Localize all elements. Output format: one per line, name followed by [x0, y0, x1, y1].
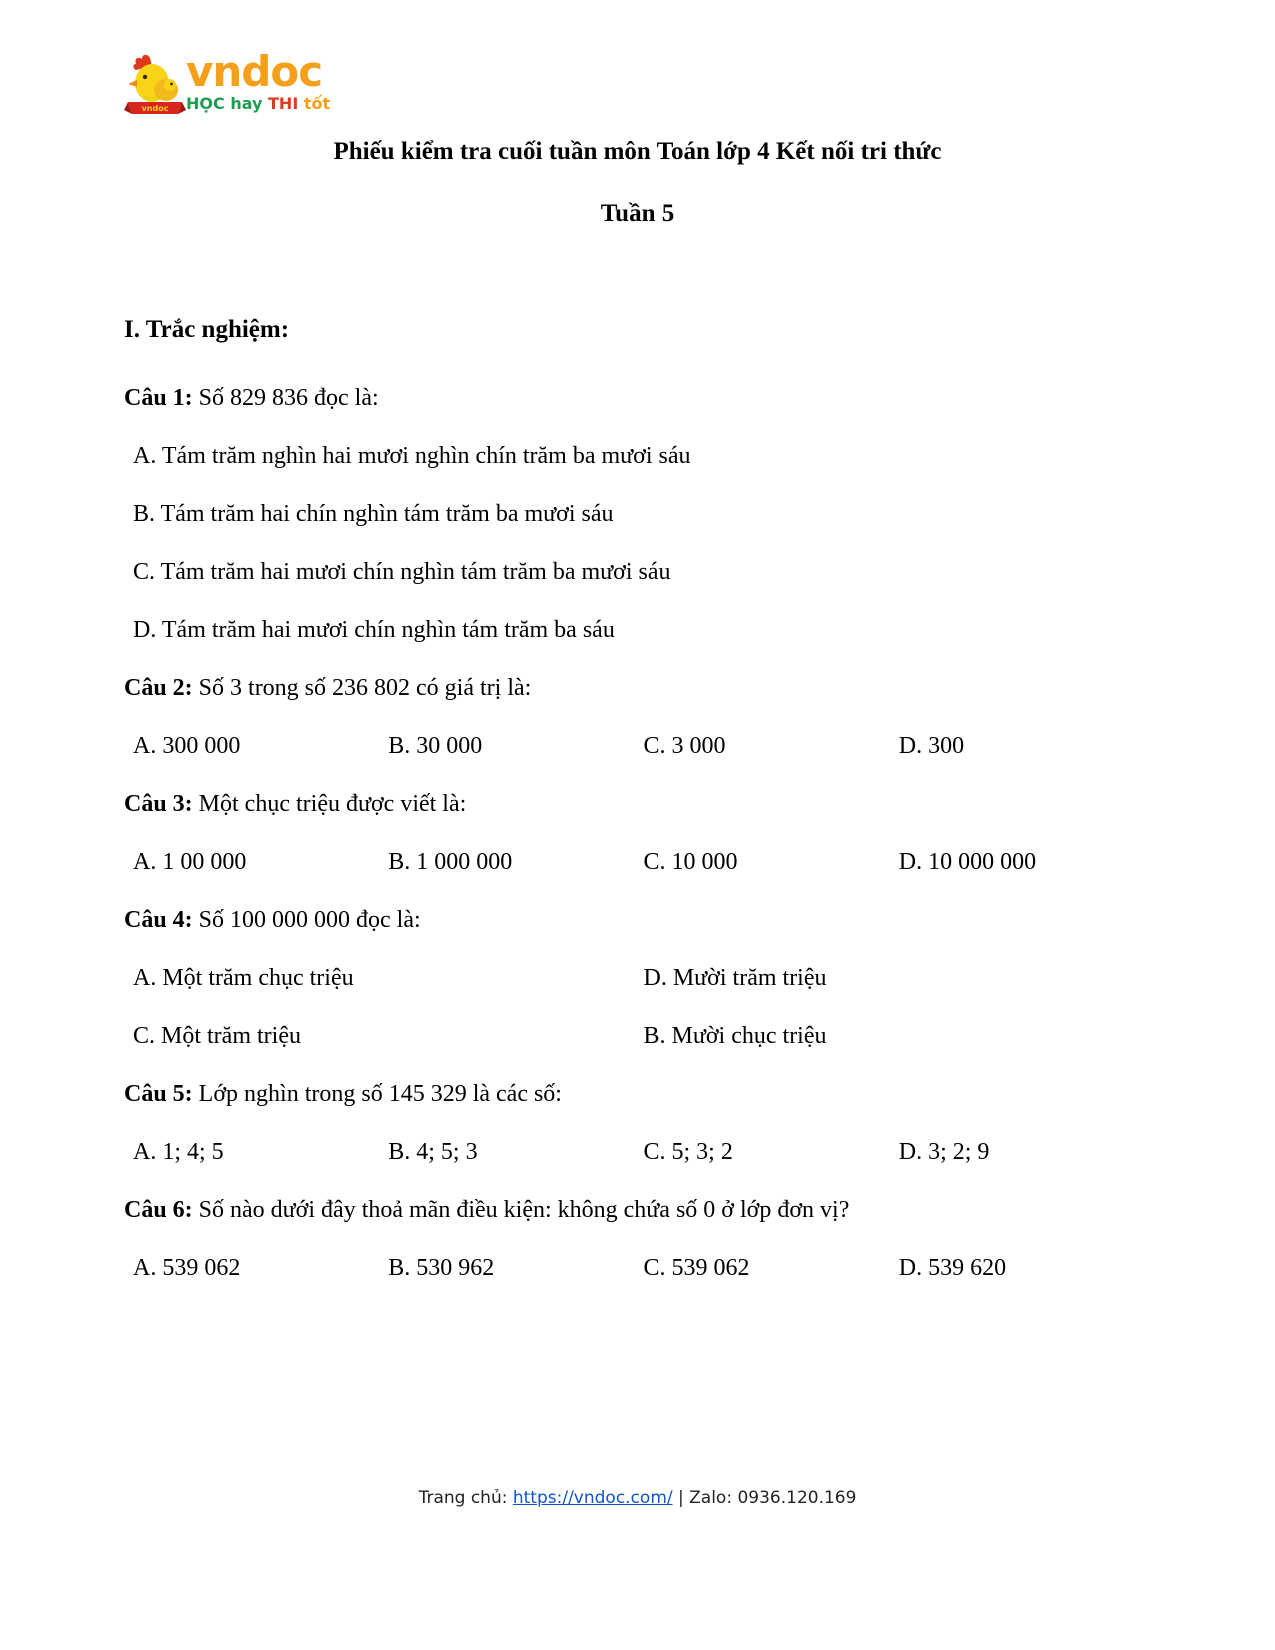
logo-wordmark	[186, 47, 416, 113]
question-3-option-a[interactable]: A. 1 00 000	[133, 849, 247, 875]
footer-prefix: Trang chủ:	[418, 1488, 513, 1508]
question-5	[124, 1079, 1154, 1109]
question-2-option-c[interactable]: C. 3 000	[643, 733, 726, 759]
vndoc-homepage-link[interactable]: https://vndoc.com/	[512, 1488, 673, 1508]
question-6-option-a[interactable]: A. 539 062	[133, 1255, 241, 1281]
section-heading-trac-nghiem: I. Trắc nghiệm:	[124, 316, 290, 343]
question-6-text: Số nào dưới đây thoả mãn điều kiện: không chứa số 0 ở lớp đơn vị?	[192, 1197, 850, 1223]
question-3-option-b[interactable]: B. 1 000 000	[388, 849, 513, 875]
question-6	[124, 1195, 1154, 1225]
question-6-label: Câu 6:	[124, 1197, 193, 1223]
chick-mascot-icon	[124, 52, 186, 118]
question-2-text: Số 3 trong số 236 802 có giá trị là:	[192, 675, 532, 701]
question-1-option-a[interactable]: A. Tám trăm nghìn hai mươi nghìn chín trăm ba mươi sáu	[133, 443, 691, 469]
question-5-option-b[interactable]: B. 4; 5; 3	[388, 1139, 478, 1165]
question-1-label: Câu 1:	[124, 385, 193, 411]
tagline-part-thi: THI	[268, 94, 299, 113]
question-5-option-a[interactable]: A. 1; 4; 5	[133, 1139, 224, 1165]
svg-text:vndoc: vndoc	[141, 104, 169, 113]
question-6-option-c[interactable]: C. 539 062	[643, 1255, 750, 1281]
question-6-option-b[interactable]: B. 530 962	[388, 1255, 495, 1281]
question-4-text: Số 100 000 000 đọc là:	[192, 907, 421, 933]
question-3-label: Câu 3:	[124, 791, 193, 817]
vndoc-logo[interactable]	[124, 47, 424, 124]
tagline-part-hay: hay	[230, 94, 263, 113]
question-5-option-c[interactable]: C. 5; 3; 2	[643, 1139, 733, 1165]
exam-content	[124, 315, 1154, 1311]
question-2-label: Câu 2:	[124, 675, 193, 701]
question-1-option-c[interactable]: C. Tám trăm hai mươi chín nghìn tám trăm ba mươi sáu	[133, 559, 671, 585]
question-4-option-a[interactable]: A. Một trăm chục triệu	[133, 965, 354, 991]
tagline-part-hoc: HỌC	[186, 94, 225, 113]
question-1-option-b[interactable]: B. Tám trăm hai chín nghìn tám trăm ba mươi sáu	[133, 501, 614, 527]
question-4-option-b[interactable]: B. Mười chục triệu	[643, 1023, 827, 1049]
question-3-option-d[interactable]: D. 10 000 000	[898, 849, 1037, 875]
question-4-options-row-2	[124, 1021, 1154, 1051]
question-5-text: Lớp nghìn trong số 145 329 là các số:	[192, 1081, 562, 1107]
question-4-label: Câu 4:	[124, 907, 193, 933]
question-2-option-d[interactable]: D. 300	[898, 733, 965, 759]
question-1	[124, 383, 1154, 413]
question-3-option-c[interactable]: C. 10 000	[643, 849, 738, 875]
tagline-part-tot: tốt	[303, 94, 331, 113]
question-5-label: Câu 5:	[124, 1081, 193, 1107]
question-2	[124, 673, 1154, 703]
question-4-option-c[interactable]: C. Một trăm triệu	[133, 1023, 301, 1049]
question-3-text: Một chục triệu được viết là:	[192, 791, 467, 817]
question-5-option-d[interactable]: D. 3; 2; 9	[898, 1139, 990, 1165]
logo-word: vndoc	[186, 47, 323, 96]
question-6-option-d[interactable]: D. 539 620	[898, 1255, 1007, 1281]
question-2-options	[124, 731, 1154, 761]
page-footer	[0, 1487, 1275, 1509]
question-3	[124, 789, 1154, 819]
question-4	[124, 905, 1154, 935]
question-4-option-d[interactable]: D. Mười trăm triệu	[643, 965, 827, 991]
question-5-options	[124, 1137, 1154, 1167]
logo-tagline	[186, 95, 416, 113]
question-4-options-row-1	[124, 963, 1154, 993]
question-1-text: Số 829 836 đọc là:	[192, 385, 379, 411]
question-6-options	[124, 1253, 1154, 1283]
question-2-option-b[interactable]: B. 30 000	[388, 733, 483, 759]
question-1-option-d[interactable]: D. Tám trăm hai mươi chín nghìn tám trăm ba sáu	[133, 617, 615, 643]
footer-suffix: | Zalo: 0936.120.169	[672, 1488, 857, 1508]
document-subtitle: Tuần 5	[600, 200, 675, 227]
document-title: Phiếu kiểm tra cuối tuần môn Toán lớp 4 Kết nối tri thức	[333, 138, 942, 165]
question-2-option-a[interactable]: A. 300 000	[133, 733, 241, 759]
question-3-options	[124, 847, 1154, 877]
